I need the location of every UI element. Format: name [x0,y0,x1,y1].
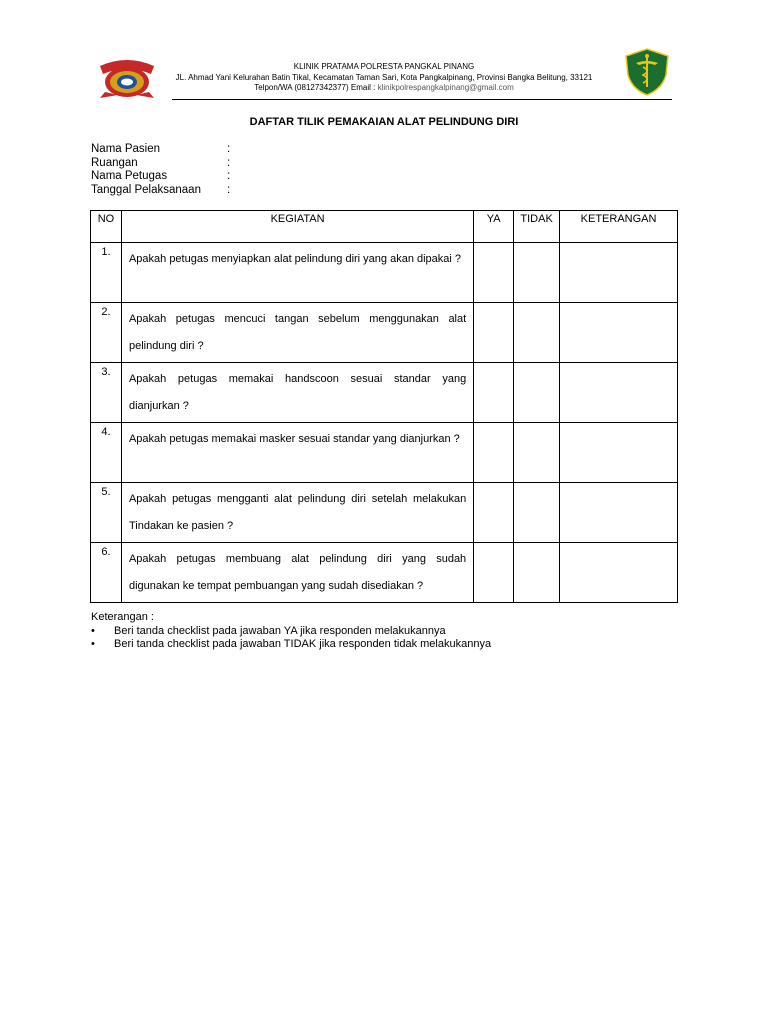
note-text: Beri tanda checklist pada jawaban TIDAK jika responden tidak melakukannya [114,638,492,650]
document-title: DAFTAR TILIK PEMAKAIAN ALAT PELINDUNG DIRI [249,116,519,128]
info-row-officer-name [91,170,230,184]
list-item [91,625,491,639]
keterangan-cell[interactable] [560,303,678,363]
info-separator: : [227,143,231,155]
ya-cell[interactable] [474,243,514,303]
info-label: Ruangan [91,156,138,169]
info-label: Nama Pasien [91,143,161,155]
info-label: Nama Petugas [91,170,168,182]
keterangan-cell[interactable] [560,243,678,303]
info-row-date [91,184,230,198]
clinic-name: KLINIK PRATAMA POLRESTA PANGKAL PINANG [293,62,475,71]
notes-section [91,611,491,652]
keterangan-cell[interactable] [560,423,678,483]
ya-cell[interactable] [474,363,514,423]
tidak-cell[interactable] [514,543,560,603]
info-separator: : [227,156,231,169]
activity-cell [121,243,473,303]
tidak-cell[interactable] [514,303,560,363]
ya-cell[interactable] [474,483,514,543]
header-tidak: TIDAK [514,211,560,243]
table-row [91,363,678,423]
activity-cell [121,303,473,363]
clinic-contact [160,83,608,94]
activity-question: Apakah petugas menyiapkan alat pelindung diri yang akan dipakai ? [128,253,462,265]
tidak-cell[interactable] [514,363,560,423]
info-row-patient-name [91,143,230,157]
police-emblem-logo [96,52,158,100]
notes-title: Keterangan : [91,611,154,623]
activity-question: Apakah petugas mencuci tangan sebelum menggunakan alat pelindung diri ? [128,313,467,352]
info-separator: : [227,183,231,196]
contact-email: klinikpolrespangkalpinang@gmail.com [377,83,514,92]
header-kegiatan: KEGIATAN [121,211,473,243]
row-number: 3. [91,363,122,423]
keterangan-cell[interactable] [560,543,678,603]
notes-list [91,625,491,652]
info-row-room [91,157,230,171]
activity-cell [121,483,473,543]
bullet-icon: • [91,638,95,650]
info-separator: : [227,170,231,182]
row-number: 2. [91,303,122,363]
list-item [91,638,491,652]
activity-question: Apakah petugas memakai masker sesuai standar yang dianjurkan ? [128,433,460,445]
activity-question: Apakah petugas memakai handscoon sesuai standar yang dianjurkan ? [128,373,467,412]
note-text: Beri tanda checklist pada jawaban YA jika responden melakukannya [114,624,446,637]
activity-cell [121,543,473,603]
keterangan-cell[interactable] [560,483,678,543]
activity-cell [121,363,473,423]
letterhead-rule [172,99,672,100]
info-label: Tanggal Pelaksanaan [91,183,201,196]
ppe-checklist-table [90,210,678,603]
bullet-icon: • [91,624,95,637]
activity-question: Apakah petugas mengganti alat pelindung diri setelah melakukan Tindakan ke pasien ? [128,493,467,532]
table-header-row [91,211,678,243]
header-keterangan: KETERANGAN [560,211,678,243]
keterangan-cell[interactable] [560,363,678,423]
letterhead-text [160,62,608,94]
health-shield-logo [622,47,672,97]
activity-cell [121,423,473,483]
activity-question: Apakah petugas membuang alat pelindung diri yang sudah digunakan ke tempat pembuangan yang sudah disediakan ? [128,553,467,592]
row-number: 6. [91,543,122,603]
patient-info-fields [91,143,230,197]
tidak-cell[interactable] [514,423,560,483]
row-number: 4. [91,423,122,483]
contact-phone: Telpon/WA (08127342377) Email : [254,83,378,92]
tidak-cell[interactable] [514,243,560,303]
letterhead [0,0,768,105]
table-row [91,483,678,543]
row-number: 1. [91,243,122,303]
ya-cell[interactable] [474,303,514,363]
table-row [91,243,678,303]
header-ya: YA [474,211,514,243]
table-row [91,423,678,483]
table-row [91,543,678,603]
table-row [91,303,678,363]
header-no: NO [91,211,122,243]
ya-cell[interactable] [474,543,514,603]
ya-cell[interactable] [474,423,514,483]
clinic-address: JL. Ahmad Yani Kelurahan Batin Tikal, Kecamatan Taman Sari, Kota Pangkalpinang, Provinsi Bangka Belitung, 33121 [175,72,593,82]
row-number: 5. [91,483,122,543]
tidak-cell[interactable] [514,483,560,543]
